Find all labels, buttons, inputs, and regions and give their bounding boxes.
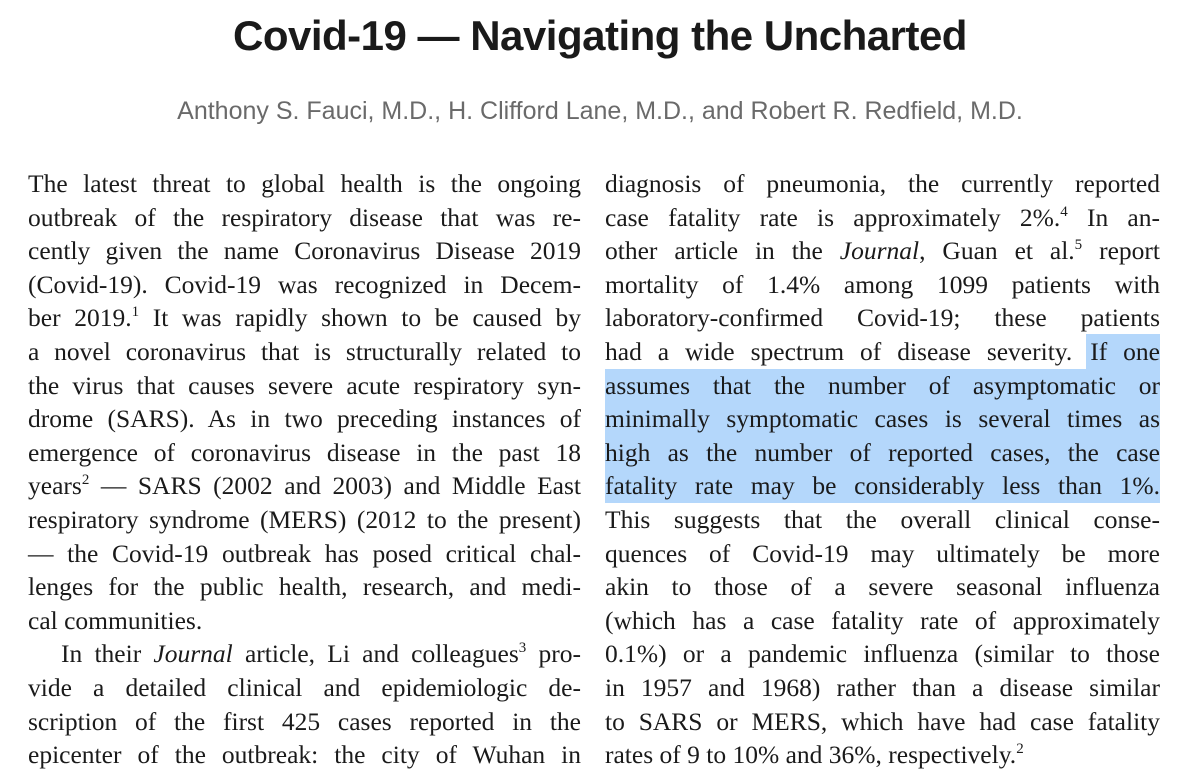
text-line: cal communities. bbox=[28, 605, 203, 635]
highlighted-text-line[interactable]: fatality rate may be considerably less than 1%. bbox=[605, 469, 1160, 503]
text-segment: In an- bbox=[1067, 202, 1160, 232]
text-line: mortality of 1.4% among 1099 patients with bbox=[605, 269, 1160, 299]
text-line bbox=[605, 234, 1160, 268]
text-line: laboratory-confirmed Covid-19; these patients bbox=[605, 303, 1160, 333]
text-line: (Covid-19). Covid-19 was recognized in Decem- bbox=[28, 269, 581, 299]
text-segment: case fatality rate is approximately 2%. bbox=[605, 202, 1061, 232]
text-line: cently given the name Coronavirus Disease 2019 bbox=[28, 236, 581, 266]
article-title: Covid-19 — Navigating the Uncharted bbox=[233, 12, 967, 59]
text-line: emergence of coronavirus disease in the past 18 bbox=[28, 437, 581, 467]
text-segment: report bbox=[1082, 236, 1160, 266]
citation-superscript[interactable]: 2 bbox=[1016, 741, 1024, 758]
text-line bbox=[28, 469, 581, 503]
text-line: lenges for the public health, research, and medi- bbox=[28, 572, 581, 602]
text-segment: rates of 9 to 10% and 36%, respectively. bbox=[605, 740, 1017, 770]
citation-superscript[interactable]: 3 bbox=[518, 640, 527, 657]
journal-name: Journal bbox=[153, 639, 233, 669]
text-segment: — SARS (2002 and 2003) and Middle East bbox=[89, 471, 581, 501]
text-line bbox=[605, 738, 1160, 772]
text-line bbox=[605, 201, 1160, 235]
text-line: in 1957 and 1968) rather than a disease similar bbox=[605, 672, 1160, 702]
text-segment: had a wide spectrum of disease severity. bbox=[605, 336, 1073, 366]
text-segment: pro- bbox=[526, 639, 581, 669]
citation-superscript[interactable]: 4 bbox=[1060, 203, 1068, 220]
citation-superscript[interactable]: 1 bbox=[131, 304, 140, 321]
text-segment: It was rapidly shown to be caused by bbox=[139, 303, 581, 333]
citation-superscript[interactable]: 2 bbox=[81, 472, 90, 489]
text-segment: , Guan et al. bbox=[919, 236, 1075, 266]
text-line: 0.1%) or a pandemic influenza (similar to those bbox=[605, 639, 1160, 669]
text-line: drome (SARS). As in two preceding instances of bbox=[28, 404, 581, 434]
text-line: vide a detailed clinical and epidemiologic de- bbox=[28, 672, 581, 702]
text-line: respiratory syndrome (MERS) (2012 to the present) bbox=[28, 504, 581, 534]
journal-name: Journal bbox=[839, 236, 920, 266]
article-authors: Anthony S. Fauci, M.D., H. Clifford Lane, M.D., and Robert R. Redfield, M.D. bbox=[177, 97, 1023, 125]
text-segment: In their bbox=[61, 639, 154, 669]
text-line: The latest threat to global health is the ongoing bbox=[28, 169, 581, 198]
text-line: — the Covid-19 outbreak has posed critical chal- bbox=[28, 538, 581, 568]
text-line: to SARS or MERS, which have had case fatality bbox=[605, 706, 1160, 736]
text-line: outbreak of the respiratory disease that was re- bbox=[28, 202, 581, 232]
highlighted-text-line[interactable]: minimally symptomatic cases is several times as bbox=[605, 402, 1160, 436]
text-line: a novel coronavirus that is structurally related to bbox=[28, 336, 581, 366]
citation-superscript[interactable]: 5 bbox=[1074, 237, 1083, 254]
highlighted-text-line[interactable]: assumes that the number of asymptomatic or bbox=[605, 369, 1160, 403]
text-line: scription of the first 425 cases reported in the bbox=[28, 706, 581, 736]
text-line bbox=[605, 335, 1160, 369]
text-line: (which has a case fatality rate of approximately bbox=[605, 605, 1160, 635]
highlighted-text-line[interactable]: high as the number of reported cases, the case bbox=[605, 436, 1160, 470]
text-line: This suggests that the overall clinical conse- bbox=[605, 504, 1160, 534]
text-line: the virus that causes severe acute respiratory syn- bbox=[28, 370, 581, 400]
text-line: epicenter of the outbreak: the city of Wuhan in bbox=[28, 740, 581, 770]
text-segment: other article in the bbox=[605, 236, 840, 266]
text-line: akin to those of a severe seasonal influenza bbox=[605, 572, 1160, 602]
text-segment: years bbox=[28, 471, 82, 501]
text-segment: article, Li and colleagues bbox=[232, 639, 519, 669]
highlighted-selection[interactable]: If one bbox=[1086, 334, 1160, 369]
text-segment: ber 2019. bbox=[28, 303, 132, 333]
text-line bbox=[28, 637, 581, 671]
text-line: quences of Covid-19 may ultimately be more bbox=[605, 538, 1160, 568]
right-column bbox=[605, 167, 1160, 772]
text-line: diagnosis of pneumonia, the currently reported bbox=[605, 169, 1160, 198]
text-line bbox=[28, 301, 581, 335]
left-column bbox=[28, 167, 581, 772]
